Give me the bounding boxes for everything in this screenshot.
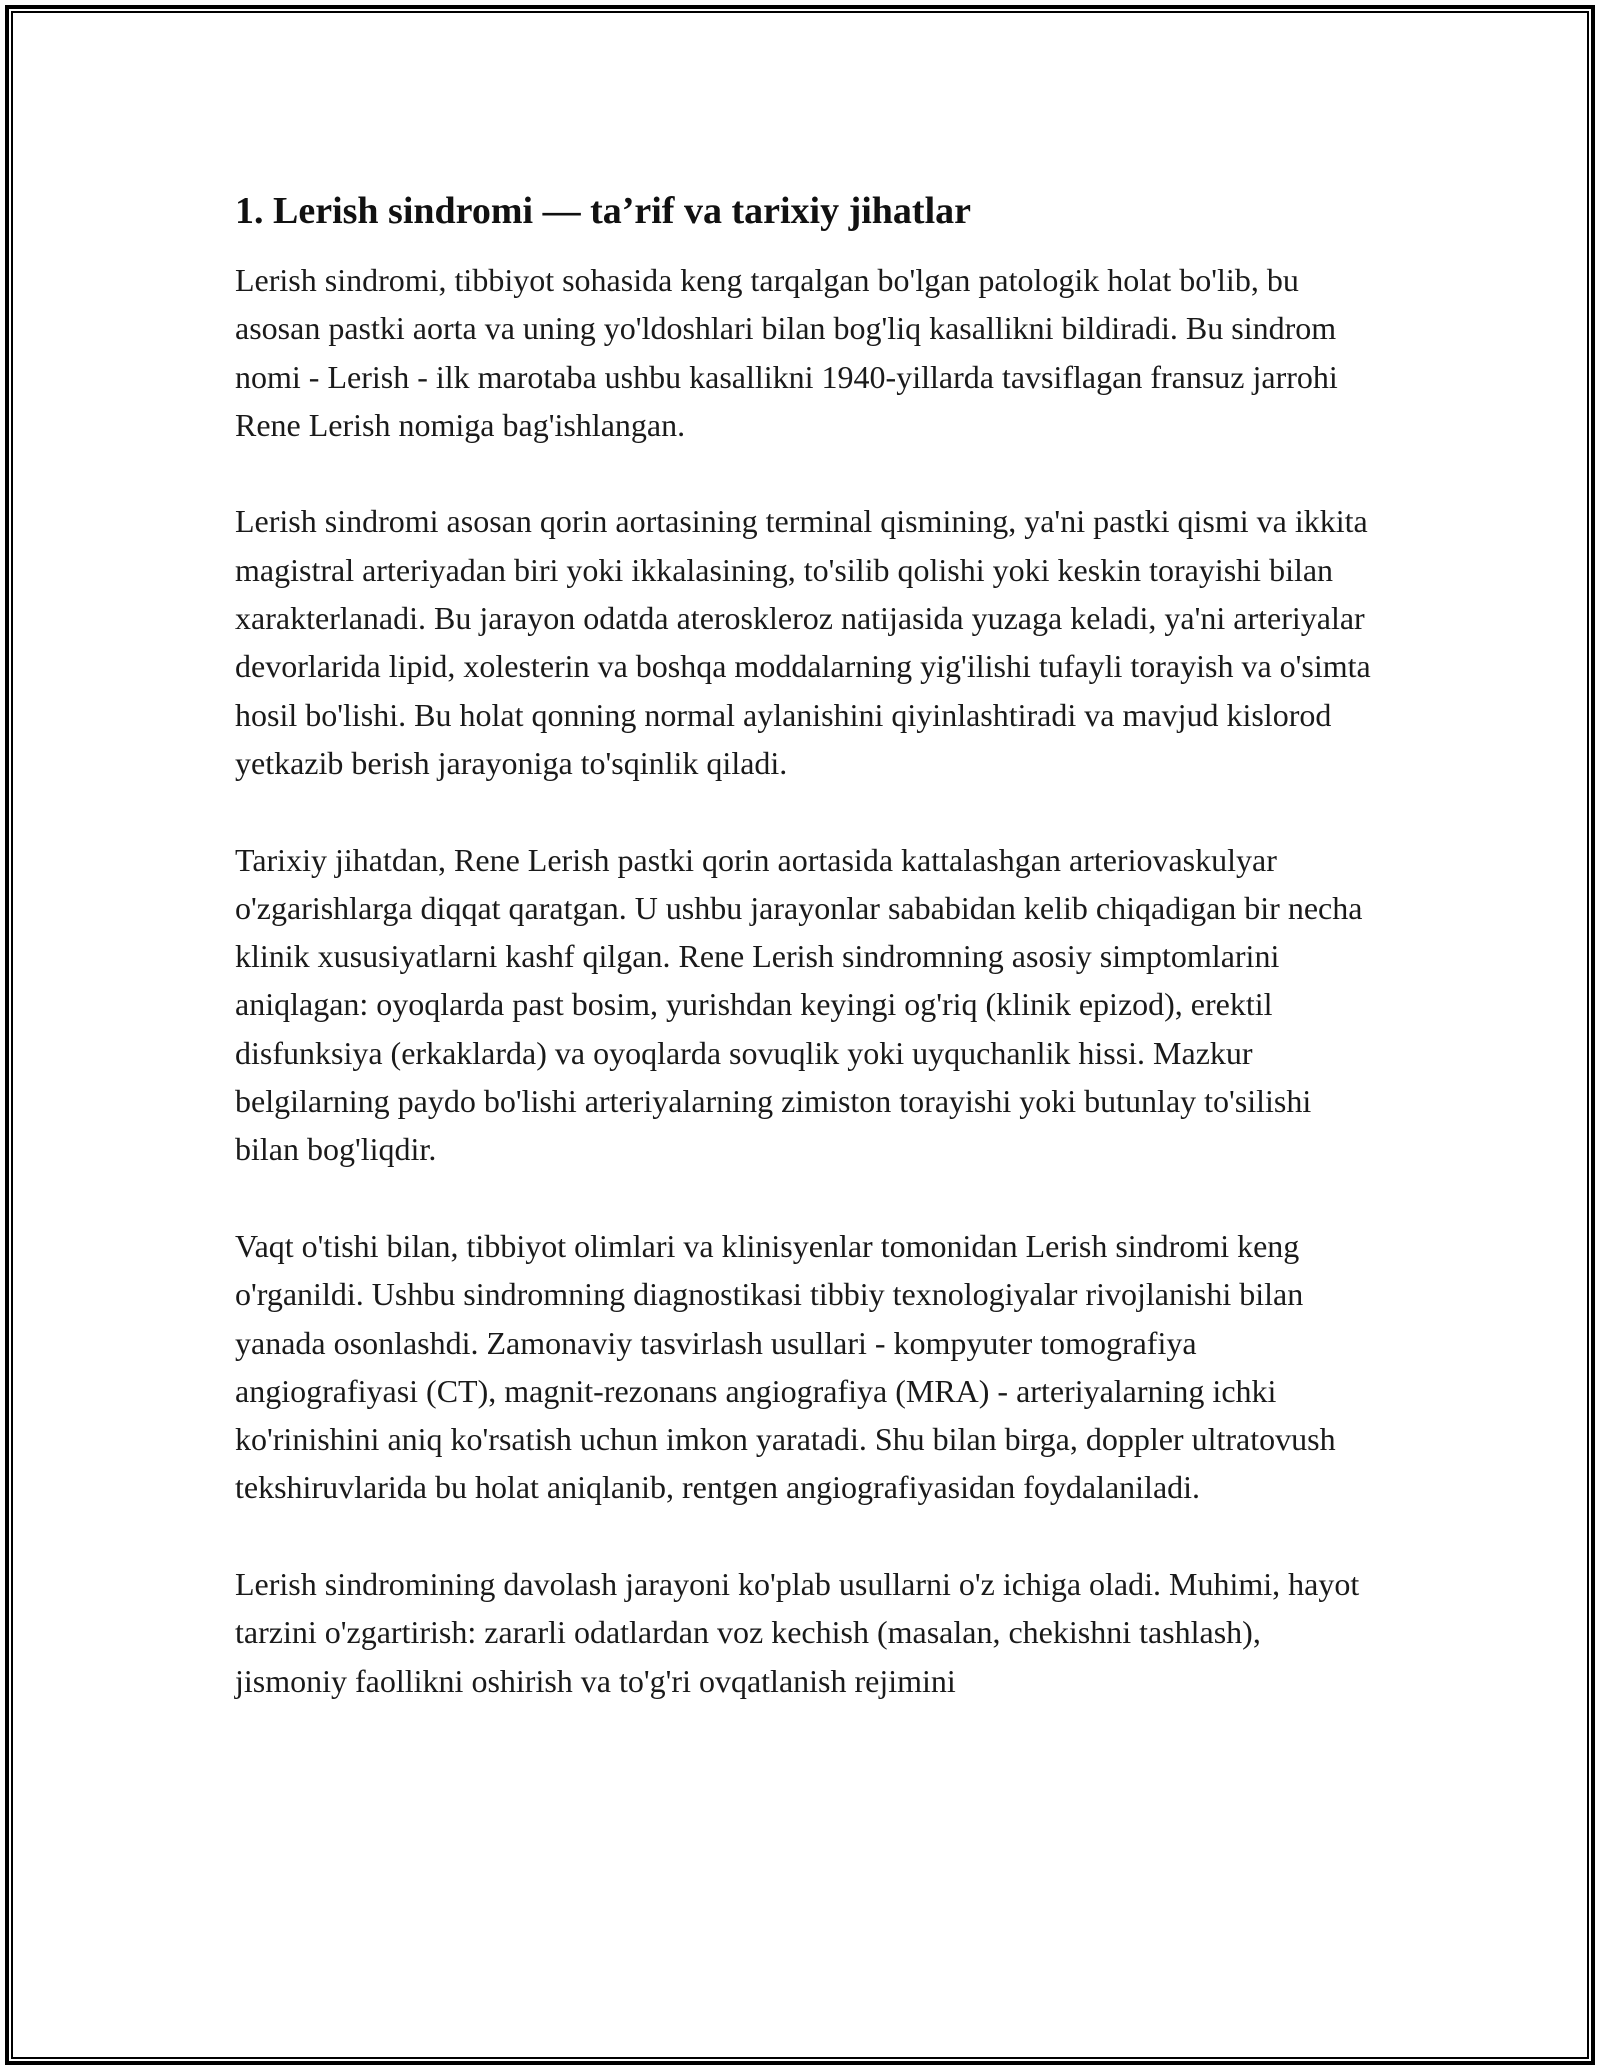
section-heading: 1. Lerish sindromi — ta’rif va tarixiy jihatlar <box>235 190 972 232</box>
paragraph-definition: Lerish sindromi, tibbiyot sohasida keng tarqalgan bo'lgan patologik holat bo'lib, bu asosan pastki aorta va uning yo'ldoshlari bilan bog'liq kasallikni bildiradi. Bu sindrom nomi - Lerish - ilk marotaba ushbu kasallikni 1940-yillarda tavsiflagan fransuz jarrohi Rene Lerish nomiga bag'ishlangan. <box>235 262 1338 443</box>
paragraph-pathology: Lerish sindromi asosan qorin aortasining terminal qismining, ya'ni pastki qismi va ikkita magistral arteriyadan biri yoki ikkalasining, to'silib qolishi yoki keskin torayishi bilan xarakterlanadi. Bu jarayon odatda ateroskleroz natijasida yuzaga keladi, ya'ni arteriyalar devorlarida lipid, xolesterin va boshqa moddalarning yig'ilishi tufayli torayish va o'simta hosil bo'lishi. Bu holat qonning normal aylanishini qiyinlashtiradi va mavjud kislorod yetkazib berish jarayoniga to'sqinlik qiladi. <box>235 503 1371 781</box>
paragraph-history: Tarixiy jihatdan, Rene Lerish pastki qorin aortasida kattalashgan arteriovaskulyar o'zgarishlarga diqqat qaratgan. U ushbu jarayonlar sababidan kelib chiqadigan bir necha klinik xususiyatlarni kashf qilgan. Rene Lerish sindromning asosiy simptomlarini aniqlagan: oyoqlarda past bosim, yurishdan keyingi og'riq (klinik epizod), erektil disfunksiya (erkaklarda) va oyoqlarda sovuqlik yoki uyquchanlik hissi. Mazkur belgilarning paydo bo'lishi arteriyalarning zimiston torayishi yoki butunlay to'silishi bilan bog'liqdir. <box>235 841 1363 1168</box>
document-body <box>235 186 1375 1753</box>
paragraph-diagnostics: Vaqt o'tishi bilan, tibbiyot olimlari va klinisyenlar tomonidan Lerish sindromi keng o'rganildi. Ushbu sindromning diagnostikasi tibbiy texnologiyalar rivojlanishi bilan yanada osonlashdi. Zamonaviy tasvirlash usullari - kompyuter tomografiya angiografiyasi (CT), magnit-rezonans angiografiya (MRA) - arteriyalarning ichki ko'rinishini aniq ko'rsatish uchun imkon yaratadi. Shu bilan birga, doppler ultratovush tekshiruvlarida bu holat aniqlanib, rentgen angiografiyasidan foydalaniladi. <box>235 1227 1336 1506</box>
paragraph-treatment: Lerish sindromining davolash jarayoni ko'plab usullarni o'z ichiga oladi. Muhimi, hayot tarzini o'zgartirish: zararli odatlardan voz kechish (masalan, chekishni tashlash), jismoniy faollikni oshirish va to'g'ri ovqatlanish rejimini <box>235 1566 1360 1699</box>
